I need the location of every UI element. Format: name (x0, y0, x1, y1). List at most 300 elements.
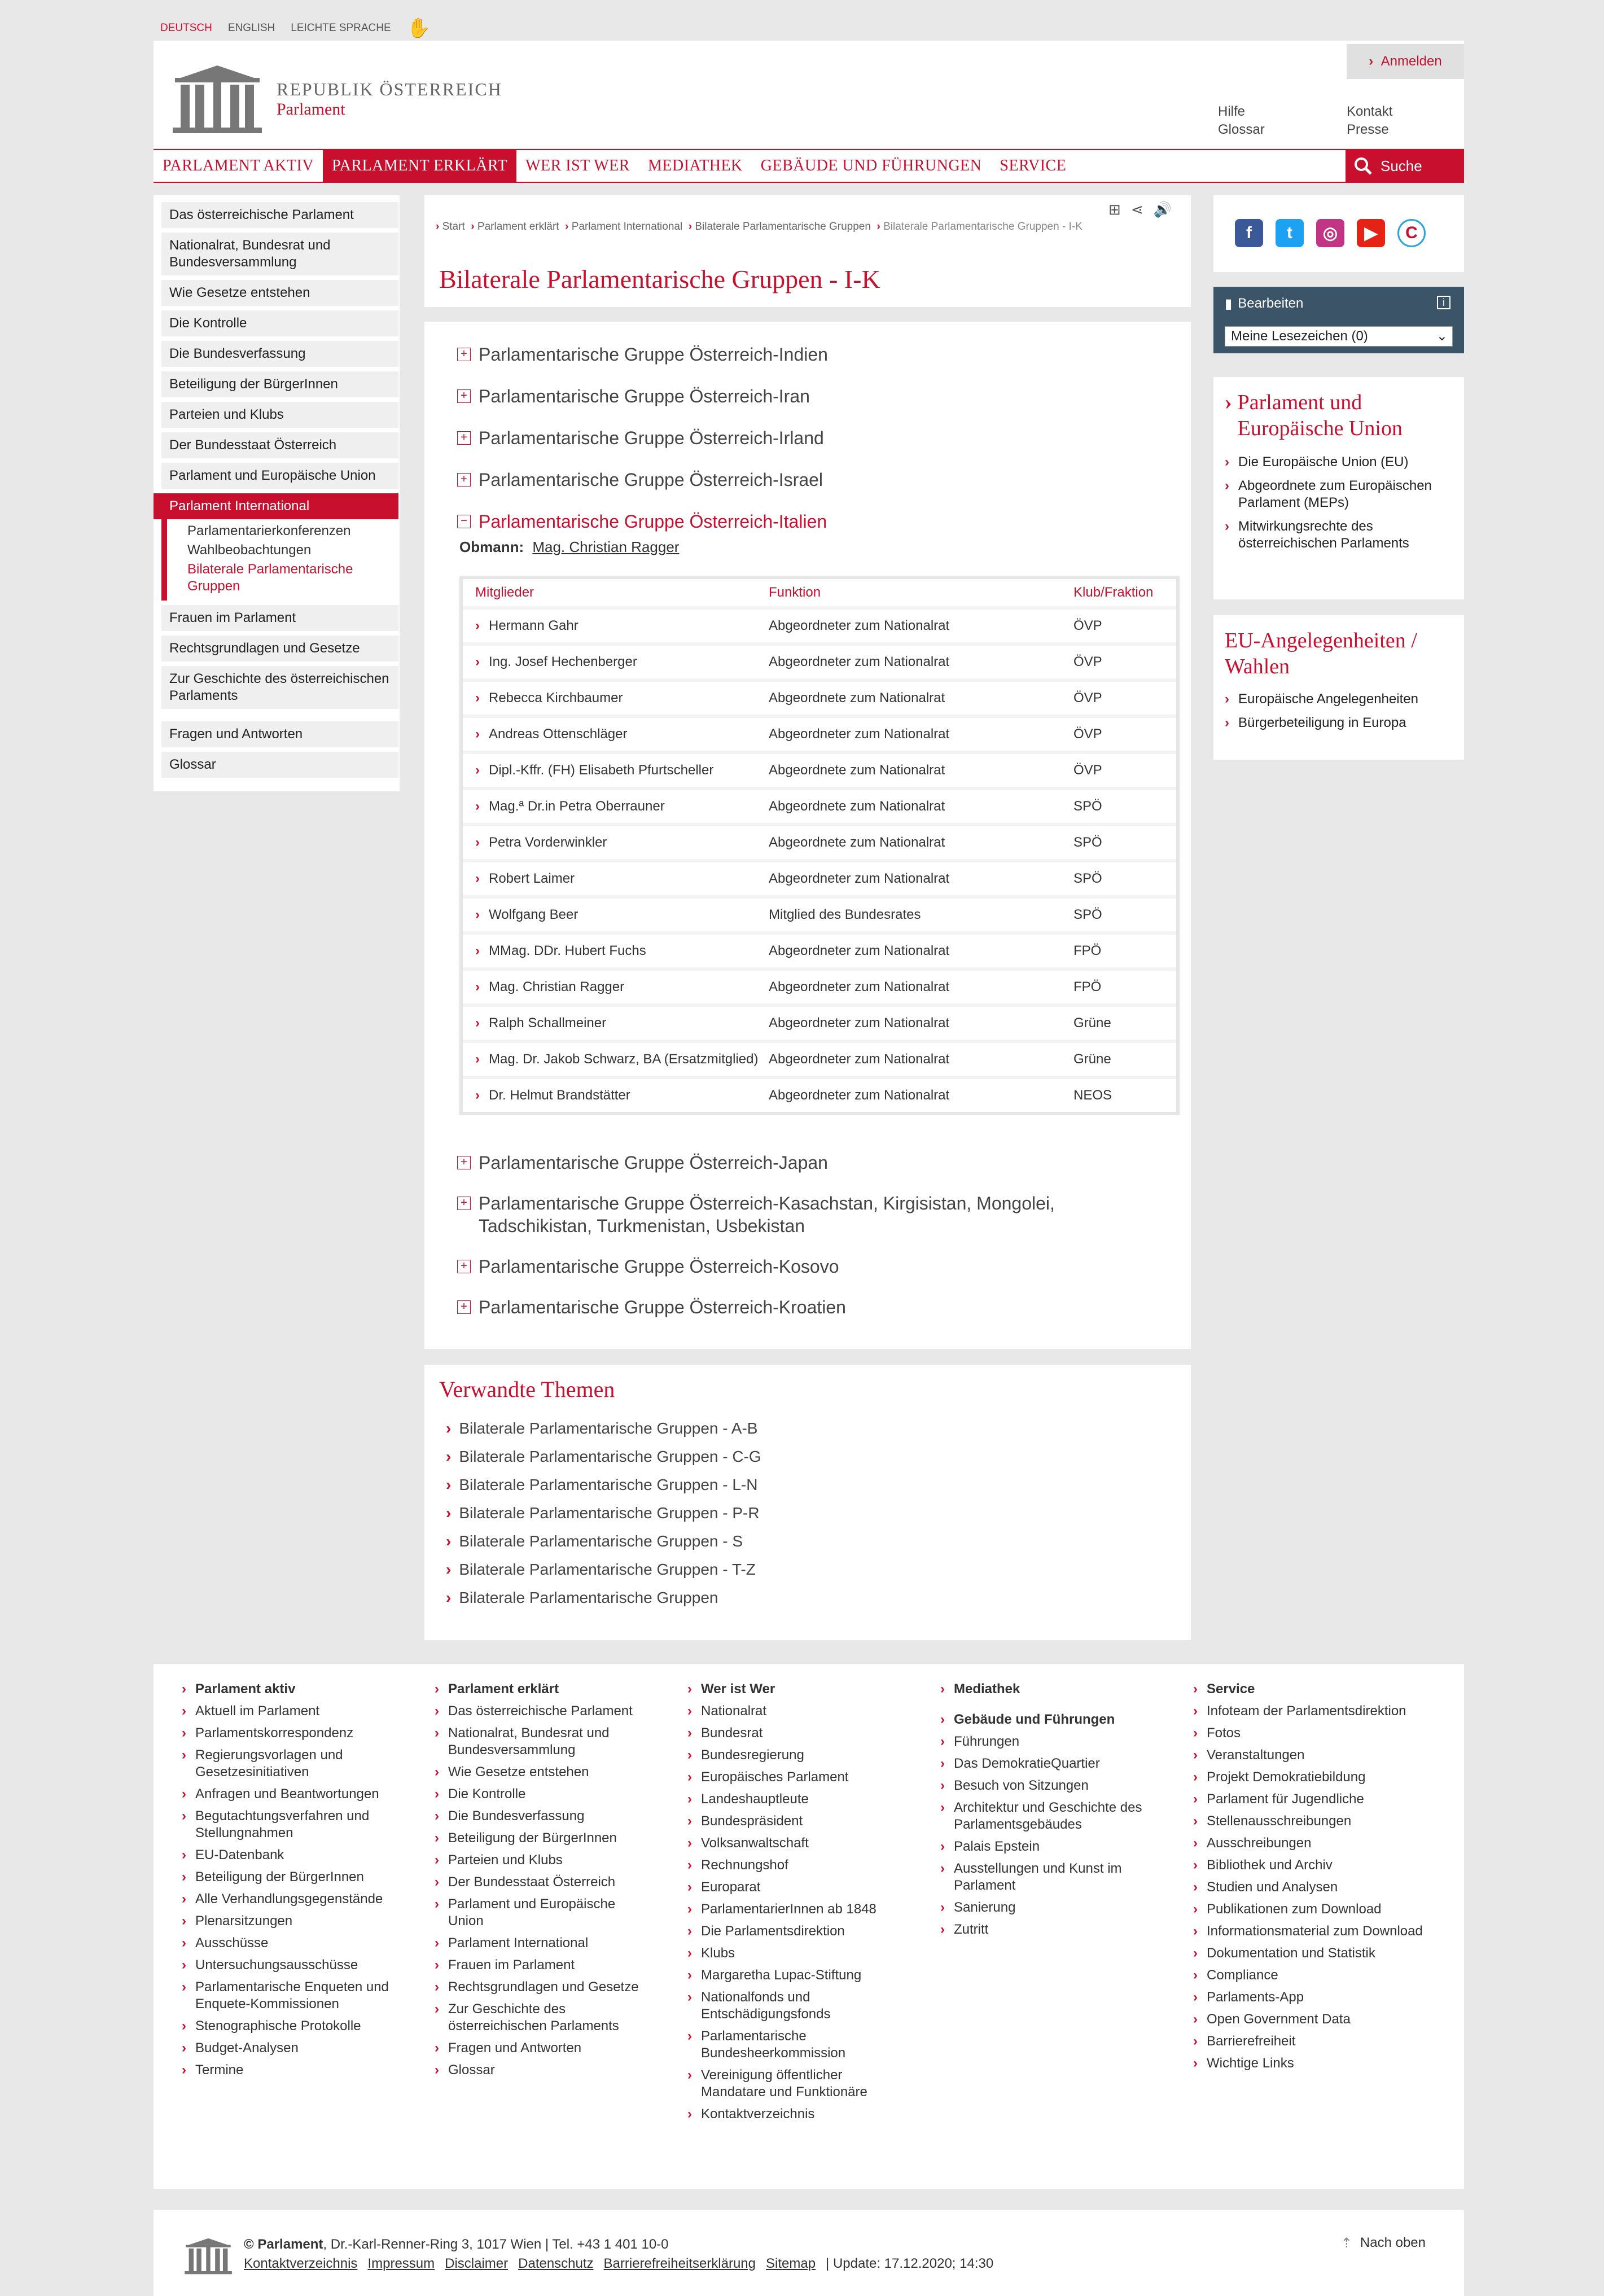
chevron-right-icon: › (475, 763, 480, 778)
related-label: Bilaterale Parlamentarische Gruppen - L-N (459, 1476, 758, 1493)
footer-link[interactable] (435, 1979, 649, 1996)
eu-link[interactable]: › Abgeordnete zum Europäischen Parlament (MEPs) (1225, 477, 1453, 511)
footer-link[interactable] (435, 1703, 649, 1720)
footer-link-label: Bundespräsident (701, 1813, 803, 1829)
footer-link-label: Landeshauptleute (701, 1791, 809, 1807)
related-link[interactable]: › Bilaterale Parlamentarische Gruppen - T-Z (446, 1556, 761, 1584)
footer-link[interactable] (1193, 2011, 1430, 2028)
footer-link[interactable] (940, 1860, 1155, 1894)
footer-link[interactable] (940, 1777, 1155, 1794)
leftnav-item[interactable]: Der Bundesstaat Österreich (161, 432, 398, 458)
footer-link-label: Nationalrat (701, 1703, 767, 1719)
footer-link[interactable] (1193, 1703, 1430, 1720)
member-name[interactable]: Mag. Christian Ragger (489, 979, 625, 994)
footer-link[interactable] (1193, 1769, 1430, 1786)
footer-link[interactable] (182, 1786, 396, 1803)
chevron-right-icon: › (182, 1913, 186, 1929)
footer-link[interactable] (940, 1733, 1155, 1750)
chevron-right-icon: › (475, 1051, 480, 1067)
chevron-right-icon: › (687, 1725, 692, 1741)
footer-link-label: Barrierefreiheit (1207, 2034, 1296, 2049)
footer-link[interactable] (1193, 1813, 1430, 1830)
footer-link[interactable] (687, 1967, 902, 1984)
footer-link-label: Rechtsgrundlagen und Gesetze (448, 1979, 639, 1995)
member-name[interactable]: Robert Laimer (489, 871, 575, 886)
chevron-right-icon: › (1193, 1990, 1198, 2005)
chevron-right-icon: › (182, 1786, 186, 1802)
leftnav-item[interactable]: Parteien und Klubs (161, 402, 398, 428)
member-name[interactable]: Dr. Helmut Brandstätter (489, 1088, 630, 1103)
footer-link[interactable] (435, 1764, 649, 1781)
bottom-link[interactable]: Datenschutz (518, 2256, 594, 2271)
footer-heading-label: Wer ist Wer (701, 1681, 775, 1697)
footer-link-label: Parlamentarische Bundesheerkommission (701, 2028, 846, 2061)
footer-heading[interactable] (1193, 1681, 1430, 1698)
footer-heading-label: Parlament erklärt (448, 1681, 559, 1697)
footer-heading-label: Service (1207, 1681, 1255, 1697)
crumb[interactable]: Parlament erklärt (477, 221, 559, 233)
group-title: Parlamentarische Gruppe Österreich-Kasachstan, Kirgisistan, Mongolei, Tadschikistan, Turkmenistan, Usbekistan (479, 1193, 1055, 1236)
leftnav-item[interactable]: Das österreichische Parlament (161, 202, 398, 228)
table-row (463, 1079, 1176, 1112)
table-row (463, 862, 1176, 895)
member-function: Abgeordnete zum Nationalrat (769, 835, 945, 850)
footer-link[interactable] (435, 1957, 649, 1974)
chevron-right-icon: › (182, 1725, 186, 1741)
footer-link[interactable] (435, 1852, 649, 1869)
footer-link[interactable] (687, 1791, 902, 1808)
table-row (463, 1007, 1176, 1040)
footer-heading[interactable] (940, 1681, 1155, 1698)
footer-link[interactable] (1193, 1901, 1430, 1918)
link-glossar[interactable]: Glossar (1218, 122, 1265, 137)
nav-parlament-erklaert[interactable]: PARLAMENT ERKLÄRT (323, 150, 516, 182)
crumb[interactable]: Bilaterale Parlamentarische Gruppen (695, 221, 871, 233)
search-label: Suche (1381, 157, 1422, 174)
chevron-right-icon: › (687, 1769, 692, 1785)
footer-link-label: Informationsmaterial zum Download (1207, 1923, 1423, 1939)
footer-link[interactable] (182, 1808, 396, 1842)
member-function: Abgeordnete zum Nationalrat (769, 763, 945, 778)
group-item[interactable] (457, 1192, 1168, 1237)
footer-link-label: Alle Verhandlungsgegenstände (195, 1891, 383, 1907)
page-title: Bilaterale Parlamentarische Gruppen - I-K (439, 265, 880, 293)
table-row (463, 971, 1176, 1004)
chevron-right-icon: › (182, 1847, 186, 1863)
instagram-icon[interactable]: ◎ (1316, 219, 1344, 247)
eu-wahlen-link-label: Europäische Angelegenheiten (1238, 691, 1418, 707)
bookmarks-select[interactable] (1225, 326, 1453, 347)
login-label: Anmelden (1381, 54, 1442, 69)
group-item[interactable] (457, 427, 1168, 449)
eu-link[interactable]: › Mitwirkungsrechte des österreichischen Parlaments (1225, 518, 1453, 552)
footer-heading[interactable] (687, 1681, 902, 1698)
leftnav-item-active[interactable]: Parlament International (154, 493, 398, 519)
footer-link-label: Volksanwaltschaft (701, 1835, 809, 1851)
related-title: Verwandte Themen (439, 1377, 615, 1402)
related-label: Bilaterale Parlamentarische Gruppen - S (459, 1532, 743, 1550)
footer-link[interactable] (687, 1769, 902, 1786)
footer-link[interactable] (687, 1945, 902, 1962)
chevron-right-icon: › (435, 1830, 439, 1846)
collapse-icon: − (457, 515, 471, 528)
chevron-right-icon: › (435, 1979, 439, 1995)
footer-link[interactable] (435, 1830, 649, 1847)
chevron-right-icon: › (1193, 1703, 1198, 1719)
bottom-org: © Parlament (244, 2237, 323, 2252)
member-name[interactable]: Mag.ª Dr.in Petra Oberrauner (489, 799, 665, 814)
footer-link-label: Nationalfonds und Entschädigungsfonds (701, 1990, 831, 2022)
title-panel (424, 195, 1191, 307)
chevron-right-icon: › (1193, 1681, 1198, 1697)
chevron-right-icon: › (475, 690, 480, 706)
footer-col (687, 1681, 902, 2128)
footer-link[interactable] (687, 1923, 902, 1940)
table-row (463, 718, 1176, 751)
footer-link-label: Rechnungshof (701, 1857, 788, 1873)
footer-link[interactable] (687, 2106, 902, 2123)
footer-link-label: Sanierung (954, 1900, 1016, 1915)
related-list (446, 1414, 761, 1612)
footer-heading-label: Mediathek (954, 1681, 1020, 1697)
footer-link[interactable] (687, 1703, 902, 1720)
footer-col (940, 1681, 1155, 1943)
chevron-right-icon: › (940, 1734, 945, 1749)
table-row (463, 754, 1176, 787)
footer-link[interactable] (940, 1899, 1155, 1916)
footer-link[interactable] (687, 1813, 902, 1830)
parliament-small-logo-icon (183, 2236, 234, 2276)
related-link[interactable]: › Bilaterale Parlamentarische Gruppen - S (446, 1527, 761, 1556)
footer-heading[interactable] (940, 1711, 1155, 1728)
footer-link[interactable] (1193, 1791, 1430, 1808)
footer-link-label: Parlaments-App (1207, 1990, 1304, 2005)
related-link[interactable]: › Bilaterale Parlamentarische Gruppen - L-N (446, 1471, 761, 1499)
footer-link[interactable] (687, 1747, 902, 1764)
footer-link-label: Untersuchungsausschüsse (195, 1957, 358, 1973)
leftnav-item[interactable]: Zur Geschichte des österreichischen Parlaments (161, 666, 398, 709)
footer-link[interactable] (1193, 1879, 1430, 1896)
nav-parlament-aktiv[interactable]: PARLAMENT AKTIV (163, 157, 314, 174)
footer-link-label: Margaretha Lupac-Stiftung (701, 1968, 862, 1983)
group-item[interactable] (457, 1151, 1168, 1174)
leftnav-item[interactable]: Die Bundesverfassung (161, 341, 398, 367)
footer-link-label: Die Kontrolle (448, 1786, 526, 1802)
footer-link-label: Stenographische Protokolle (195, 2018, 361, 2034)
leftnav-subitem[interactable]: Parlamentarierkonferenzen (187, 523, 351, 538)
group-item[interactable] (457, 1255, 1168, 1278)
share-icon[interactable]: ⋖ (1130, 201, 1143, 218)
footer-link[interactable] (940, 1799, 1155, 1833)
related-link[interactable]: › Bilaterale Parlamentarische Gruppen - C-G (446, 1443, 761, 1471)
member-function: Abgeordnete zum Nationalrat (769, 690, 945, 706)
nav-wer-ist-wer[interactable]: WER IST WER (525, 157, 630, 174)
footer-link[interactable] (435, 1808, 649, 1825)
group-title: Parlamentarische Gruppe Österreich-Indien (479, 344, 828, 365)
demokratie-icon[interactable]: C (1397, 219, 1426, 247)
obmann (459, 538, 679, 556)
footer-link[interactable] (435, 1935, 649, 1952)
footer-link-label: Parlamentarische Enqueten und Enquete-Kommissionen (195, 1979, 389, 2012)
footer-link[interactable] (1193, 1725, 1430, 1742)
link-kontakt[interactable]: Kontakt (1347, 104, 1393, 119)
footer-link-label: Zutritt (954, 1922, 989, 1937)
footer-heading[interactable] (182, 1681, 396, 1698)
footer-link[interactable] (1193, 1945, 1430, 1962)
eu-wahlen-link[interactable]: › Europäische Angelegenheiten (1225, 691, 1418, 707)
bottom-link[interactable]: Barrierefreiheitserklärung (603, 2256, 756, 2271)
group-title: Parlamentarische Gruppe Österreich-Iran (479, 386, 810, 406)
footer-link[interactable] (687, 1989, 902, 2023)
footer-link[interactable] (182, 1979, 396, 2013)
chevron-right-icon: › (687, 1813, 692, 1829)
footer-link-label: Regierungsvorlagen und Gesetzesinitiativen (195, 1747, 343, 1780)
chevron-right-icon: › (1193, 1769, 1198, 1785)
leftnav-subitem[interactable]: Wahlbeobachtungen (187, 542, 312, 558)
obmann-link[interactable]: Mag. Christian Ragger (532, 538, 680, 555)
member-name[interactable]: Hermann Gahr (489, 618, 579, 633)
search-button[interactable] (1346, 150, 1464, 182)
footer-link[interactable] (435, 1725, 649, 1759)
member-name[interactable]: Ing. Josef Hechenberger (489, 654, 637, 669)
nav-service[interactable]: SERVICE (1000, 157, 1067, 174)
group-item[interactable] (457, 1296, 1168, 1318)
group-item-open[interactable] (457, 510, 1168, 533)
footer-link[interactable] (1193, 1967, 1430, 1984)
leftnav-subitem-active[interactable]: Bilaterale Parlamentarische Gruppen (187, 562, 353, 594)
footer-link[interactable] (182, 1869, 396, 1886)
footer-heading-label: Parlament aktiv (195, 1681, 296, 1697)
footer-link-label: Stellenausschreibungen (1207, 1813, 1352, 1829)
footer-link[interactable] (687, 1879, 902, 1896)
chevron-right-icon: › (435, 1852, 439, 1868)
related-link[interactable]: › Bilaterale Parlamentarische Gruppen (446, 1584, 761, 1612)
member-name[interactable]: Rebecca Kirchbaumer (489, 690, 623, 706)
obmann-label: Obmann: (459, 538, 524, 555)
footer-link[interactable] (435, 1786, 649, 1803)
member-club: ÖVP (1073, 654, 1102, 669)
th-mitglieder: Mitglieder (475, 585, 534, 600)
member-club: ÖVP (1073, 618, 1102, 633)
table-row (463, 646, 1176, 678)
related-link[interactable]: › Bilaterale Parlamentarische Gruppen - P-R (446, 1499, 761, 1527)
group-item[interactable] (457, 385, 1168, 408)
link-presse[interactable]: Presse (1347, 122, 1389, 137)
footer-heading[interactable] (435, 1681, 649, 1698)
groups-list-after (457, 1151, 1168, 1318)
chevron-right-icon: › (1193, 1857, 1198, 1873)
footer-link[interactable] (182, 2018, 396, 2035)
back-to-top[interactable] (1341, 2235, 1426, 2251)
related-label: Bilaterale Parlamentarische Gruppen (459, 1589, 718, 1606)
bookmark-add-icon[interactable]: ⊞ (1108, 201, 1121, 218)
chevron-right-icon: › (1193, 1923, 1198, 1939)
login-button[interactable]: › Anmelden (1347, 44, 1464, 79)
member-function: Abgeordneter zum Nationalrat (769, 871, 950, 886)
link-hilfe[interactable]: Hilfe (1218, 104, 1246, 119)
search-icon (1353, 156, 1373, 176)
nav-gebaeude[interactable]: GEBÄUDE UND FÜHRUNGEN (760, 157, 982, 174)
leftnav-item[interactable]: Beteiligung der BürgerInnen (161, 371, 398, 397)
footer-link[interactable] (940, 1921, 1155, 1938)
chevron-right-icon: › (475, 1088, 480, 1103)
footer-link-label: Fragen und Antworten (448, 2040, 582, 2056)
footer-link[interactable] (1193, 1923, 1430, 1940)
footer-link[interactable] (1193, 2033, 1430, 2050)
leftnav-item[interactable]: Rechtsgrundlagen und Gesetze (161, 636, 398, 661)
footer-link[interactable] (687, 1901, 902, 1918)
expand-icon: + (457, 1300, 471, 1314)
footer-link[interactable] (182, 2040, 396, 2057)
info-icon[interactable]: i (1437, 296, 1450, 309)
leftnav-item[interactable]: Glossar (161, 752, 398, 778)
crumb[interactable]: Start (442, 221, 465, 233)
member-name[interactable]: Dipl.-Kffr. (FH) Elisabeth Pfurtscheller (489, 763, 714, 778)
footer-link[interactable] (182, 1935, 396, 1952)
footer-link-label: Zur Geschichte des österreichischen Parlaments (448, 2001, 619, 2034)
leftnav-item[interactable]: Frauen im Parlament (161, 605, 398, 631)
footer-col (435, 1681, 649, 2084)
footer-link[interactable] (435, 2062, 649, 2079)
group-title: Parlamentarische Gruppe Österreich-Kroatien (479, 1297, 846, 1317)
member-club: ÖVP (1073, 763, 1102, 778)
chevron-right-icon: › (687, 2106, 692, 2122)
member-name[interactable]: Ralph Schallmeiner (489, 1015, 607, 1031)
eu-link[interactable]: › Die Europäische Union (EU) (1225, 454, 1409, 470)
member-name[interactable]: Mag. Dr. Jakob Schwarz, BA (Ersatzmitglied) (489, 1051, 759, 1067)
footer-link[interactable] (687, 1725, 902, 1742)
language-bar (160, 17, 431, 40)
table-row (463, 610, 1176, 642)
member-function: Abgeordneter zum Nationalrat (769, 654, 950, 669)
chevron-right-icon: › (435, 1896, 439, 1912)
member-function: Abgeordneter zum Nationalrat (769, 1088, 950, 1103)
chevron-right-icon: › (940, 1800, 945, 1815)
group-title: Parlamentarische Gruppe Österreich-Israel (479, 470, 823, 490)
footer-link[interactable] (1193, 2055, 1430, 2072)
member-name[interactable]: Petra Vorderwinkler (489, 835, 607, 850)
footer-link-label: Vereinigung öffentlicher Mandatare und Funktionäre (701, 2067, 867, 2100)
footer-link[interactable] (182, 1891, 396, 1908)
group-title: Parlamentarische Gruppe Österreich-Japan (479, 1153, 828, 1173)
chevron-right-icon: › (475, 979, 480, 994)
footer-link[interactable] (435, 2001, 649, 2035)
footer-link[interactable] (1193, 1835, 1430, 1852)
footer-link-label: Besuch von Sitzungen (954, 1778, 1089, 1793)
footer-link[interactable] (687, 2067, 902, 2101)
bottom-link[interactable]: Impressum (367, 2256, 435, 2271)
footer-link-label: Aktuell im Parlament (195, 1703, 320, 1719)
group-item[interactable] (457, 343, 1168, 366)
footer-link[interactable] (182, 1957, 396, 1974)
footer-link[interactable] (1193, 1989, 1430, 2006)
footer-link-label: Publikationen zum Download (1207, 1901, 1382, 1917)
footer-link[interactable] (435, 1874, 649, 1891)
footer-link-label: Klubs (701, 1946, 735, 1961)
related-label: Bilaterale Parlamentarische Gruppen - T-Z (459, 1561, 756, 1578)
footer-link[interactable] (182, 1703, 396, 1720)
chevron-right-icon: › (687, 2067, 692, 2083)
footer-link-label: Ausstellungen und Kunst im Parlament (954, 1861, 1122, 1893)
lang-deutsch[interactable]: DEUTSCH (160, 22, 212, 34)
footer-link[interactable] (1193, 1857, 1430, 1874)
bottom-link[interactable]: Kontaktverzeichnis (244, 2256, 358, 2271)
chevron-right-icon: › (1193, 1725, 1198, 1741)
chevron-right-icon: › (1193, 1946, 1198, 1961)
youtube-icon[interactable]: ▶ (1357, 219, 1385, 247)
footer-link[interactable] (940, 1838, 1155, 1855)
footer-link[interactable] (687, 1857, 902, 1874)
eu-wahlen-panel (1213, 615, 1464, 760)
footer-link-label: Beteiligung der BürgerInnen (448, 1830, 617, 1846)
logo[interactable] (169, 62, 502, 135)
footer-link[interactable] (1193, 1747, 1430, 1764)
footer-link-label: Europarat (701, 1879, 761, 1895)
footer-link-label: Nationalrat, Bundesrat und Bundesversammlung (448, 1725, 610, 1758)
member-function: Abgeordneter zum Nationalrat (769, 979, 950, 994)
chevron-right-icon: › (182, 2040, 186, 2056)
left-nav (154, 195, 400, 791)
expand-icon: + (457, 431, 471, 445)
chevron-right-icon: › (687, 1923, 692, 1939)
twitter-icon[interactable]: t (1276, 219, 1304, 247)
edit-label: Bearbeiten (1238, 296, 1304, 311)
footer-link[interactable] (182, 1913, 396, 1930)
member-name[interactable]: MMag. DDr. Hubert Fuchs (489, 943, 646, 958)
crumb[interactable]: Parlament International (571, 221, 683, 233)
speaker-icon[interactable]: 🔊 (1153, 201, 1172, 218)
footer-link[interactable] (182, 2062, 396, 2079)
leftnav-item[interactable]: Wie Gesetze entstehen (161, 280, 398, 306)
footer-link-label: Architektur und Geschichte des Parlamentsgebäudes (954, 1800, 1142, 1832)
footer-link[interactable] (687, 1835, 902, 1852)
footer-link[interactable] (182, 1725, 396, 1742)
footer-link[interactable] (182, 1847, 396, 1864)
footer-link[interactable] (435, 1896, 649, 1930)
footer-link-label: EU-Datenbank (195, 1847, 284, 1863)
related-link[interactable]: › Bilaterale Parlamentarische Gruppen - A-B (446, 1414, 761, 1443)
edit-header[interactable] (1225, 296, 1303, 312)
lang-leichte-sprache[interactable]: LEICHTE SPRACHE (291, 22, 391, 34)
bottom-link[interactable]: Disclaimer (445, 2256, 509, 2271)
nav-mediathek[interactable]: MEDIATHEK (647, 157, 743, 174)
leftnav-item[interactable]: Die Kontrolle (161, 310, 398, 336)
leftnav-item[interactable]: Nationalrat, Bundesrat und Bundesversammlung (161, 233, 398, 275)
table-row (463, 790, 1176, 823)
chevron-right-icon: › (475, 871, 480, 886)
eu-wahlen-link[interactable]: › Bürgerbeteiligung in Europa (1225, 715, 1406, 730)
member-name[interactable]: Andreas Ottenschläger (489, 726, 628, 742)
chevron-right-icon: › (1193, 1901, 1198, 1917)
leftnav-item[interactable]: Parlament und Europäische Union (161, 463, 398, 489)
sign-language-icon[interactable]: ✋ (406, 17, 431, 39)
member-club: SPÖ (1073, 907, 1102, 922)
lang-english[interactable]: ENGLISH (227, 22, 275, 34)
footer-link[interactable] (940, 1755, 1155, 1772)
member-name[interactable]: Wolfgang Beer (489, 907, 579, 922)
bottom-link[interactable]: Sitemap (766, 2256, 816, 2271)
group-item[interactable] (457, 468, 1168, 491)
footer-link-label: Parlamentskorrespondenz (195, 1725, 354, 1741)
chevron-right-icon: › (1193, 1835, 1198, 1851)
leftnav-item[interactable]: Fragen und Antworten (161, 721, 398, 747)
eu-panel: › Parlament und Europäische Union › Die Europäische Union (EU) › Abgeordnete zum Europäischen Parlament (MEPs) › Mitwirkungsrechte des österreichischen Parlaments (1213, 377, 1464, 599)
footer-link[interactable] (687, 2028, 902, 2062)
footer-link[interactable] (182, 1747, 396, 1781)
member-club: Grüne (1073, 1051, 1111, 1067)
facebook-icon[interactable]: f (1235, 219, 1263, 247)
footer-link[interactable] (435, 2040, 649, 2057)
